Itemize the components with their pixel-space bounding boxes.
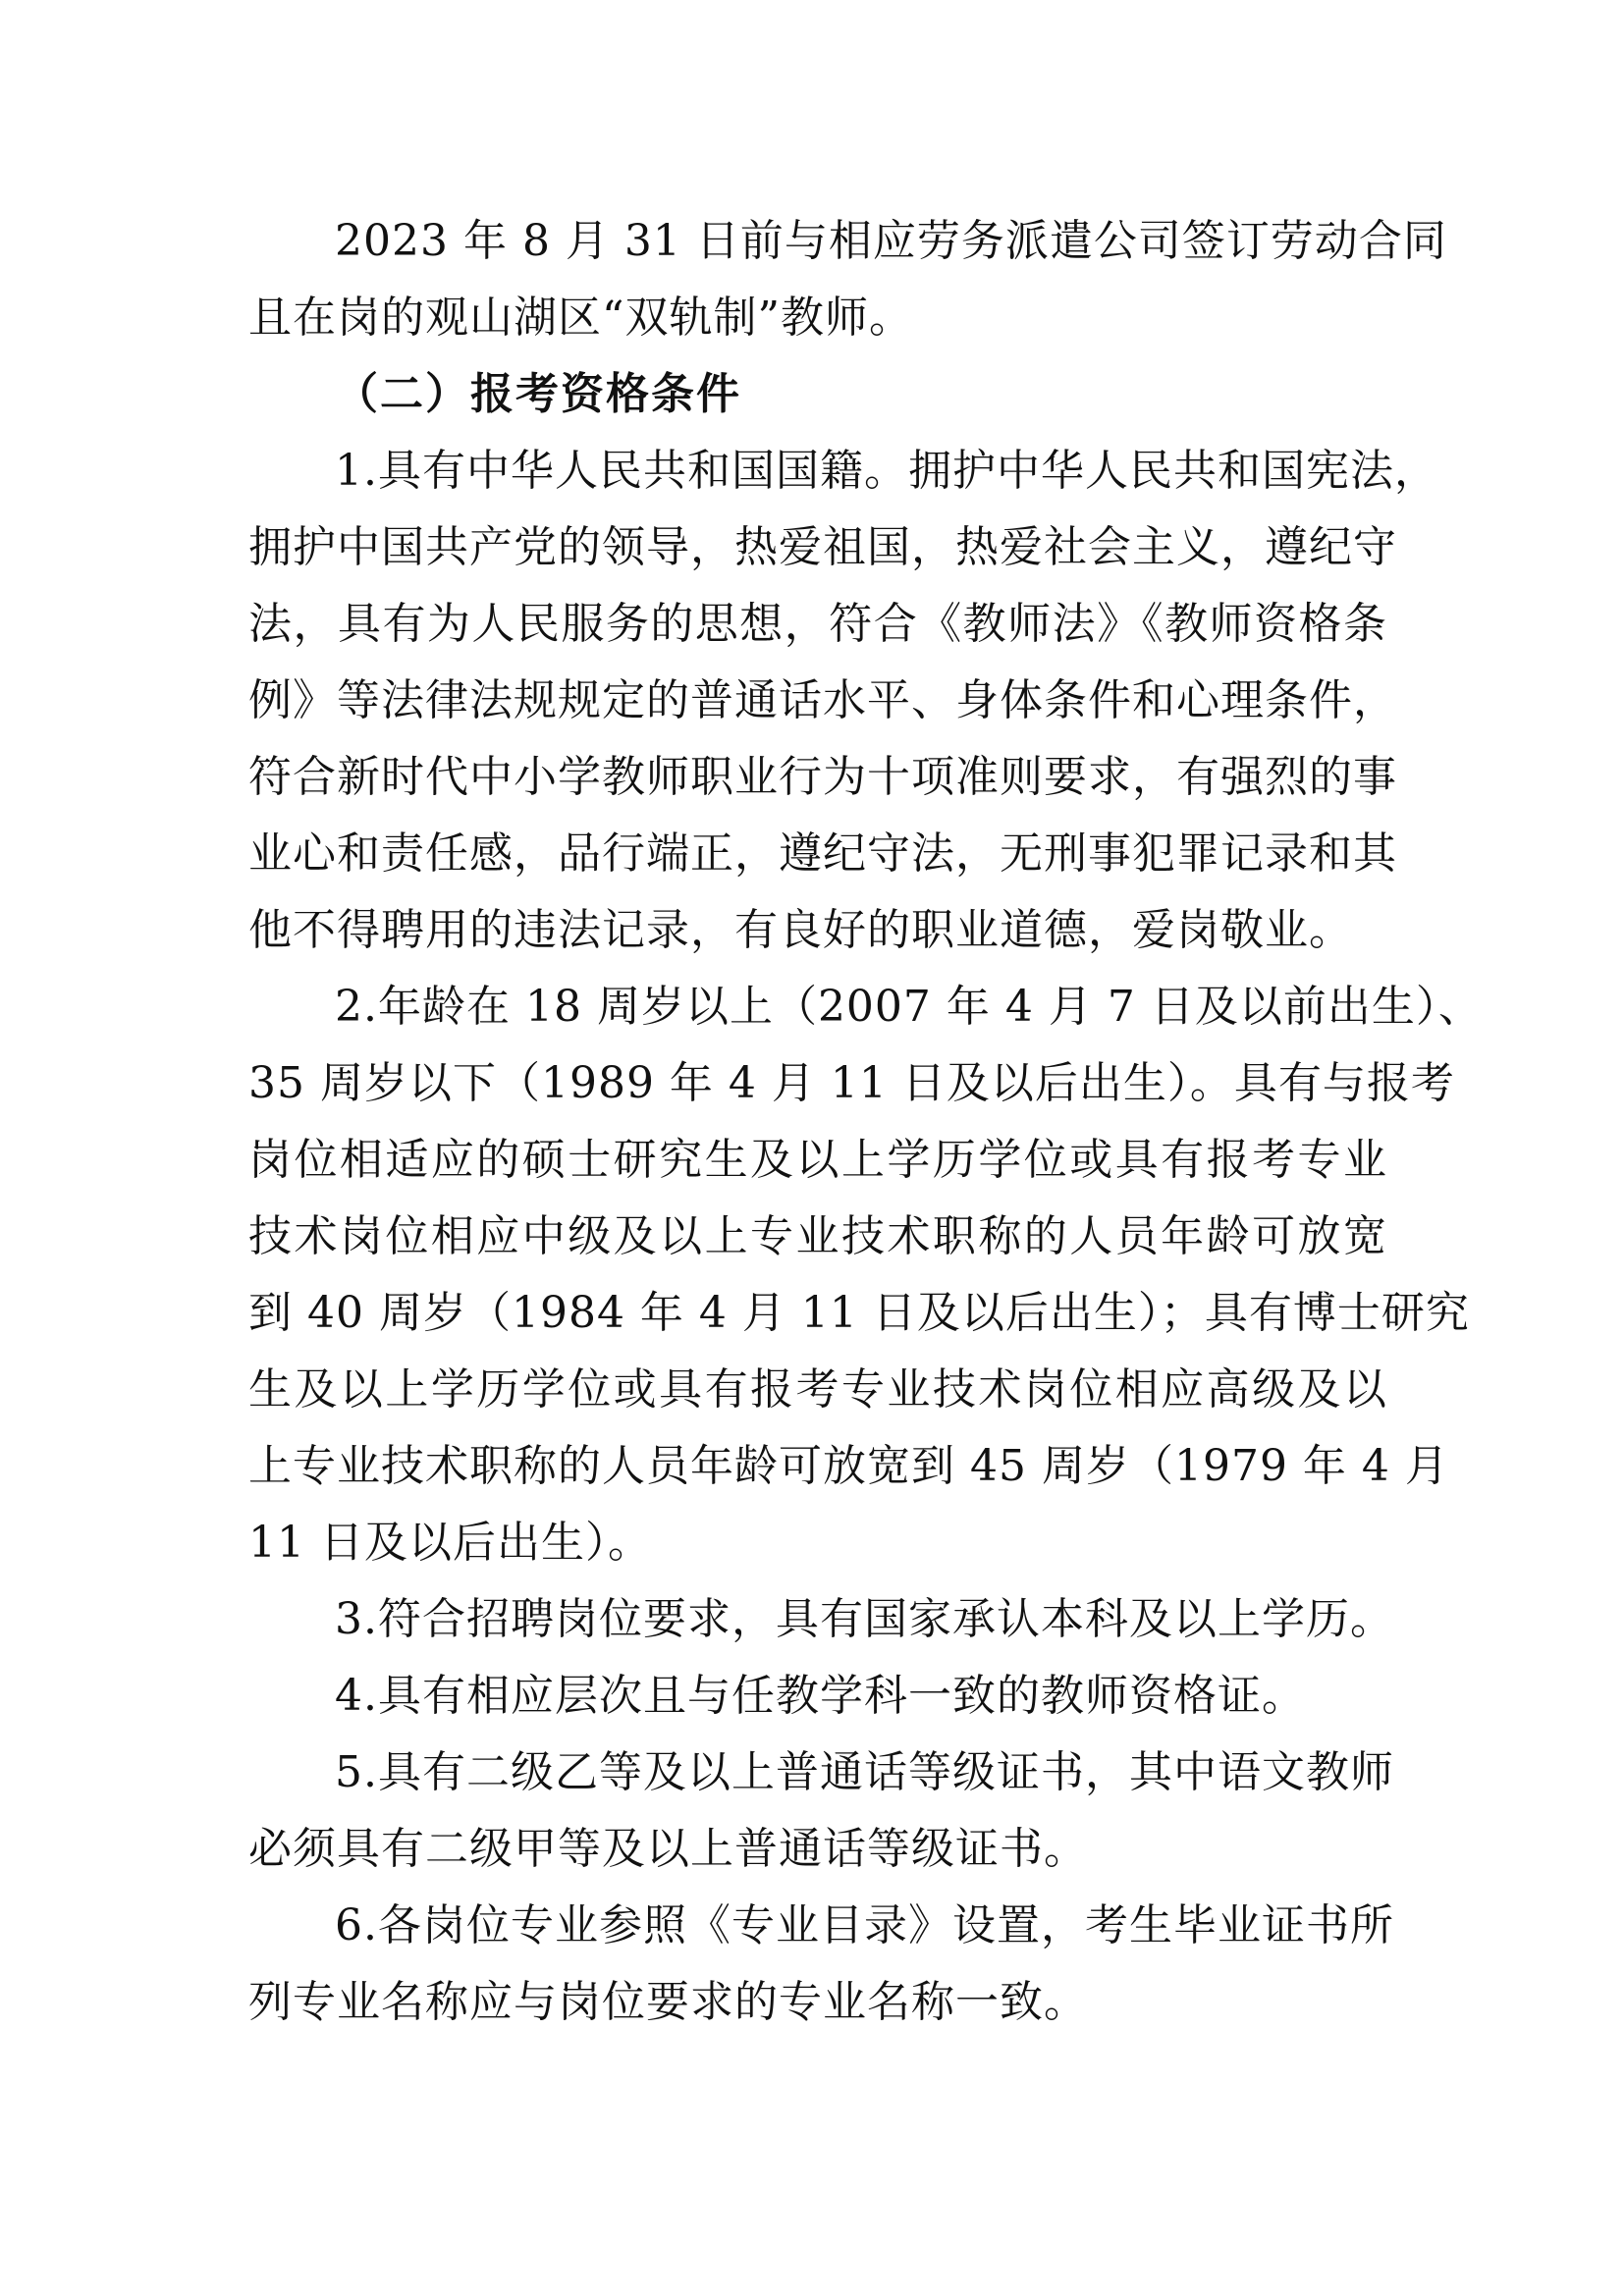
paragraph-line: 业心和责任感，品行端正，遵纪守法，无刑事犯罪记录和其 — [248, 828, 1397, 879]
paragraph-line: 岗位相适应的硕士研究生及以上学历学位或具有报考专业 — [248, 1135, 1387, 1185]
paragraph-line: 他不得聘用的违法记录，有良好的职业道德，爱岗敬业。 — [248, 905, 1353, 955]
paragraph-line: 上专业技术职称的人员年龄可放宽到 45 周岁（1979 年 4 月 — [248, 1441, 1449, 1491]
paragraph-line: 1.具有中华人民共和国国籍。拥护中华人民共和国宪法， — [335, 446, 1438, 496]
requirement-item-4 — [248, 1658, 1387, 1735]
paragraph-line: 例》等法律法规规定的普通话水平、身体条件和心理条件， — [248, 675, 1397, 725]
section-heading: （二）报考资格条件 — [335, 369, 741, 419]
paragraph-line: 2.年龄在 18 周岁以上（2007 年 4 月 7 日及以前出生）、 — [335, 982, 1483, 1032]
paragraph-line: 且在岗的观山湖区“双轨制”教师。 — [248, 293, 913, 343]
paragraph-line: 35 周岁以下（1989 年 4 月 11 日及以后出生）。具有与报考 — [248, 1058, 1455, 1108]
requirement-item-1 — [248, 433, 1438, 969]
paragraph-line: 11 日及以后出生）。 — [248, 1518, 652, 1568]
paragraph-line: 符合新时代中小学教师职业行为十项准则要求，有强烈的事 — [248, 752, 1397, 802]
paragraph-line: 4.具有相应层次且与任教学科一致的教师资格证。 — [335, 1671, 1306, 1721]
requirement-item-5 — [248, 1735, 1394, 1888]
paragraph-line: 拥护中国共产党的领导，热爱祖国，热爱社会主义，遵纪守 — [248, 522, 1397, 572]
intro-paragraph — [248, 203, 1447, 356]
requirement-item-2 — [248, 969, 1483, 1581]
paragraph-line: 3.符合招聘岗位要求，具有国家承认本科及以上学历。 — [335, 1594, 1394, 1644]
document-page — [248, 203, 1483, 2041]
paragraph-line: 必须具有二级甲等及以上普通话等级证书。 — [248, 1824, 1088, 1874]
paragraph-line: 到 40 周岁（1984 年 4 月 11 日及以后出生）；具有博士研究 — [248, 1288, 1470, 1338]
requirement-item-3 — [248, 1581, 1394, 1658]
paragraph-line: 6.各岗位专业参照《专业目录》设置，考生毕业证书所 — [335, 1900, 1394, 1950]
paragraph-line: 列专业名称应与岗位要求的专业名称一致。 — [248, 1977, 1088, 2027]
paragraph-line: 技术岗位相应中级及以上专业技术职称的人员年龄可放宽 — [248, 1211, 1387, 1261]
paragraph-line: 5.具有二级乙等及以上普通话等级证书，其中语文教师 — [335, 1747, 1394, 1797]
requirement-item-6 — [248, 1888, 1394, 2041]
paragraph-line: 2023 年 8 月 31 日前与相应劳务派遣公司签订劳动合同 — [335, 216, 1447, 266]
paragraph-line: 生及以上学历学位或具有报考专业技术岗位相应高级及以 — [248, 1364, 1387, 1415]
paragraph-line: 法，具有为人民服务的思想，符合《教师法》《教师资格条 — [248, 599, 1387, 649]
